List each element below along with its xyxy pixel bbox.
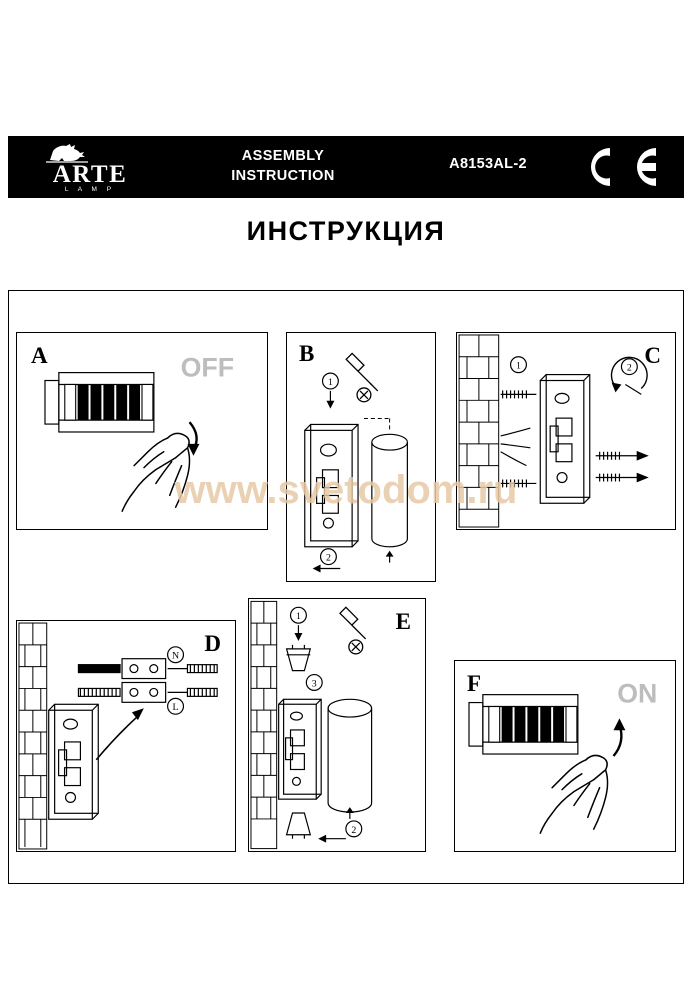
svg-text:1: 1	[295, 611, 301, 623]
panel-a-caption: OFF	[180, 352, 235, 383]
panel-b	[286, 332, 436, 582]
panel-d-letter: D	[204, 631, 221, 656]
header-title-line1: ASSEMBLY	[241, 148, 325, 164]
svg-text:1: 1	[516, 360, 521, 372]
panel-f-diagram	[455, 661, 675, 851]
header-title-line2: INSTRUCTION	[231, 168, 335, 184]
panel-e-diagram	[249, 599, 425, 851]
panel-a-diagram	[17, 333, 267, 529]
panel-f	[454, 660, 676, 852]
panel-c	[456, 332, 676, 530]
panel-d	[16, 620, 236, 852]
panel-a	[16, 332, 268, 530]
panel-e	[248, 598, 426, 852]
panel-a-letter: A	[31, 343, 48, 368]
svg-text:1: 1	[327, 376, 333, 388]
svg-text:2: 2	[626, 362, 632, 374]
terminal-label-n: N	[171, 650, 180, 662]
brand-logo	[30, 142, 150, 194]
panel-c-letter: C	[644, 343, 661, 368]
brand-name: ARTE	[52, 161, 128, 188]
header-title	[188, 146, 378, 186]
panel-e-letter: E	[395, 609, 411, 634]
panel-b-diagram	[287, 333, 435, 581]
terminal-label-l: L	[172, 702, 179, 714]
watermark: www.svetodom.ru	[174, 468, 518, 512]
product-code: A8153AL-2	[449, 156, 527, 172]
panel-d-diagram	[17, 621, 235, 851]
panel-c-diagram	[457, 333, 675, 529]
ce-mark-icon	[580, 144, 658, 190]
svg-text:3: 3	[311, 678, 317, 690]
header-bar	[8, 136, 684, 198]
panel-f-caption: ON	[617, 678, 658, 709]
panel-b-letter: B	[299, 341, 315, 366]
svg-text:2: 2	[351, 824, 357, 836]
svg-text:2: 2	[325, 552, 331, 564]
brand-subtitle: L A M P	[64, 186, 116, 193]
page-title-ru: ИНСТРУКЦИЯ	[246, 216, 446, 246]
panel-f-letter: F	[467, 671, 482, 696]
